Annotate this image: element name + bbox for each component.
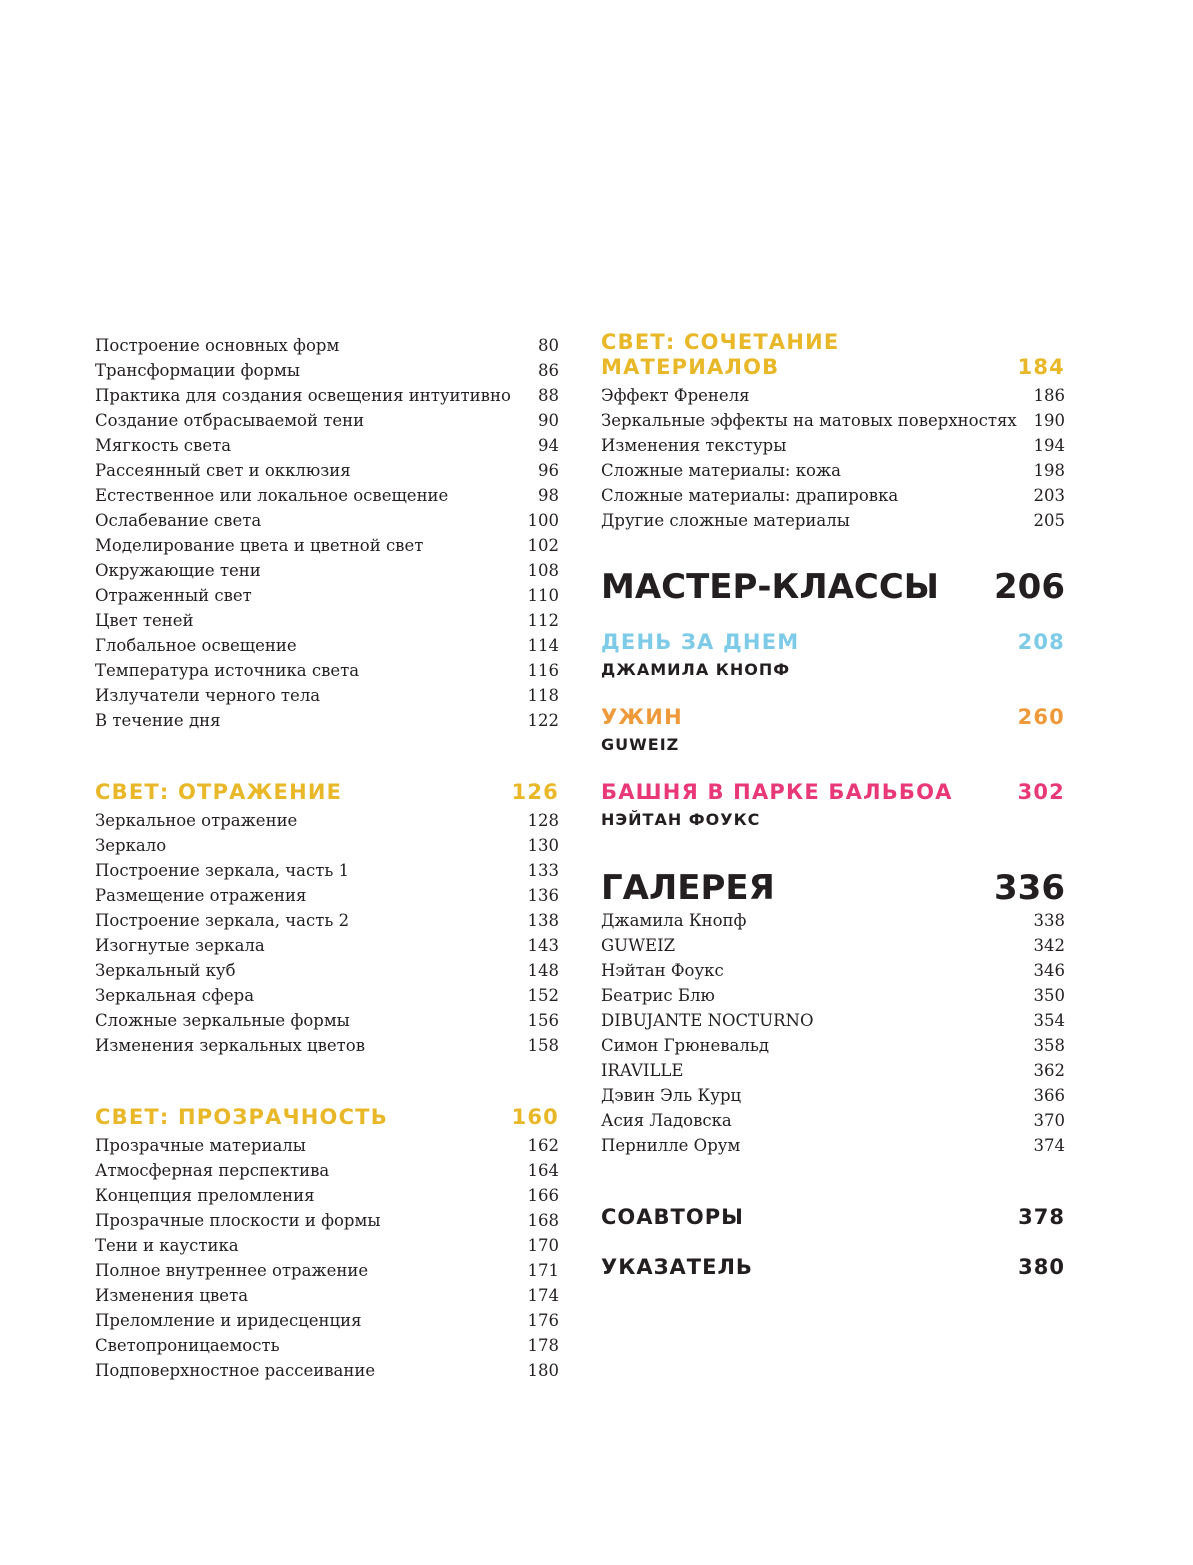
gallery-heading <box>601 868 1065 908</box>
toc-entry-title: Джамила Кнопф <box>601 911 747 930</box>
toc-entry <box>95 658 559 683</box>
toc-entry-page: 366 <box>1033 1086 1065 1105</box>
section-reflection-heading <box>95 780 559 805</box>
toc-entry-page: 162 <box>527 1136 559 1155</box>
toc-entry <box>95 1033 559 1058</box>
toc-entry-title: Эффект Френеля <box>601 386 750 405</box>
toc-entry <box>601 1033 1065 1058</box>
toc-entry <box>95 1133 559 1158</box>
toc-entry-page: 194 <box>1033 436 1065 455</box>
toc-entry-title: Излучатели черного тела <box>95 686 321 705</box>
part-page: 206 <box>994 567 1065 607</box>
toc-entry-page: 98 <box>538 486 559 505</box>
toc-entry <box>95 983 559 1008</box>
toc-entry-page: 198 <box>1033 461 1065 480</box>
toc-entry-title: Зеркальное отражение <box>95 811 298 830</box>
toc-entry <box>95 1358 559 1383</box>
toc-entry-page: 116 <box>527 661 559 680</box>
toc-entry-title: Сложные материалы: драпировка <box>601 486 899 505</box>
end-page: 380 <box>1018 1255 1065 1279</box>
toc-entry-page: 118 <box>527 686 559 705</box>
toc-entry-title: Моделирование цвета и цветной свет <box>95 536 424 555</box>
toc-entry <box>601 483 1065 508</box>
toc-entry <box>95 683 559 708</box>
toc-entry <box>95 458 559 483</box>
section-page: 184 <box>1017 355 1065 379</box>
toc-entry-title: Зеркало <box>95 836 167 855</box>
toc-entry <box>95 533 559 558</box>
toc-entry-title: Прозрачные материалы <box>95 1136 306 1155</box>
toc-entry <box>601 1058 1065 1083</box>
toc-entry-page: 342 <box>1033 936 1065 955</box>
section-page: 126 <box>511 780 559 804</box>
index-heading <box>601 1255 1065 1280</box>
toc-entry-title: Подповерхностное рассеивание <box>95 1361 376 1380</box>
toc-entry-page: 156 <box>527 1011 559 1030</box>
toc-entry-page: 133 <box>527 861 559 880</box>
toc-entry <box>601 508 1065 533</box>
toc-entry-title: Размещение отражения <box>95 886 307 905</box>
toc-entry-page: 158 <box>527 1036 559 1055</box>
toc-entry-page: 88 <box>538 386 559 405</box>
toc-entry <box>95 1333 559 1358</box>
toc-entry-page: 358 <box>1033 1036 1065 1055</box>
toc-entry-title: Преломление и иридесценция <box>95 1311 362 1330</box>
toc-entry-page: 370 <box>1033 1111 1065 1130</box>
toc-entry-title: В течение дня <box>95 711 221 730</box>
toc-entry <box>95 1208 559 1233</box>
toc-entry-page: 178 <box>527 1336 559 1355</box>
toc-entry-page: 138 <box>527 911 559 930</box>
toc-entry <box>601 458 1065 483</box>
toc-entry-title: Светопроницаемость <box>95 1336 280 1355</box>
toc-entry-title: Создание отбрасываемой тени <box>95 411 365 430</box>
toc-entry <box>601 433 1065 458</box>
toc-entry-page: 180 <box>527 1361 559 1380</box>
toc-entry-page: 362 <box>1033 1061 1065 1080</box>
toc-entry-page: 96 <box>538 461 559 480</box>
toc-entry <box>95 1308 559 1333</box>
toc-entry-title: Сложные материалы: кожа <box>601 461 841 480</box>
toc-entry-page: 203 <box>1033 486 1065 505</box>
toc-entry-page: 338 <box>1033 911 1065 930</box>
masterclass-author: НЭЙТАН ФОУКС <box>601 810 761 829</box>
toc-entry-title: Пернилле Орум <box>601 1136 741 1155</box>
toc-entry-title: Нэйтан Фоукс <box>601 961 724 980</box>
entry-title: УЖИН <box>601 705 683 729</box>
toc-entry-page: 143 <box>527 936 559 955</box>
toc-entry-page: 152 <box>527 986 559 1005</box>
toc-entry-title: Атмосферная перспектива <box>95 1161 330 1180</box>
toc-entry-title: Беатрис Блю <box>601 986 715 1005</box>
contributors-heading <box>601 1205 1065 1230</box>
toc-entry-page: 346 <box>1033 961 1065 980</box>
toc-entry-page: 114 <box>527 636 559 655</box>
toc-entry-title: Прозрачные плоскости и формы <box>95 1211 381 1230</box>
toc-entry <box>95 433 559 458</box>
part-page: 336 <box>994 868 1065 908</box>
toc-entry-title: Изогнутые зеркала <box>95 936 265 955</box>
toc-entry <box>95 933 559 958</box>
toc-entry-page: 102 <box>527 536 559 555</box>
toc-entry-title: Полное внутреннее отражение <box>95 1261 369 1280</box>
part-title: МАСТЕР-КЛАССЫ <box>601 567 940 607</box>
toc-entry-page: 136 <box>527 886 559 905</box>
toc-entry-title: Цвет теней <box>95 611 194 630</box>
masterclass-entry-heading <box>601 780 1065 805</box>
toc-entry-title: Глобальное освещение <box>95 636 297 655</box>
toc-entry-title: Изменения зеркальных цветов <box>95 1036 366 1055</box>
toc-entry-page: 112 <box>527 611 559 630</box>
toc-entry-title: Другие сложные материалы <box>601 511 850 530</box>
toc-entry <box>601 1008 1065 1033</box>
section-title: СВЕТ: СОЧЕТАНИЕ <box>601 330 840 354</box>
entry-page: 260 <box>1017 705 1065 729</box>
masterclass-entry-heading <box>601 630 1065 655</box>
toc-entry-title: Отраженный свет <box>95 586 252 605</box>
toc-entry-page: 122 <box>527 711 559 730</box>
toc-entry <box>95 1158 559 1183</box>
toc-entry <box>601 408 1065 433</box>
toc-entry-page: 186 <box>1033 386 1065 405</box>
toc-entry-title: Практика для создания освещения интуитивно <box>95 386 511 405</box>
toc-entry <box>95 558 559 583</box>
toc-entry <box>95 883 559 908</box>
toc-entry-page: 128 <box>527 811 559 830</box>
part-title: ГАЛЕРЕЯ <box>601 868 775 908</box>
toc-entry <box>95 833 559 858</box>
toc-entry-title: IRAVILLE <box>601 1061 684 1080</box>
toc-entry <box>601 383 1065 408</box>
toc-entry-title: Зеркальная сфера <box>95 986 255 1005</box>
entry-title: ДЕНЬ ЗА ДНЕМ <box>601 630 800 654</box>
toc-entry-page: 86 <box>538 361 559 380</box>
toc-entry <box>601 908 1065 933</box>
toc-entry-title: Изменения текстуры <box>601 436 787 455</box>
section-title: МАТЕРИАЛОВ <box>601 355 780 379</box>
toc-entry-title: GUWEIZ <box>601 936 676 955</box>
toc-entry-page: 108 <box>527 561 559 580</box>
toc-entry-page: 205 <box>1033 511 1065 530</box>
toc-entry-title: Тени и каустика <box>95 1236 239 1255</box>
toc-entry-page: 374 <box>1033 1136 1065 1155</box>
toc-entry-title: Температура источника света <box>95 661 360 680</box>
section-transparency-heading <box>95 1105 559 1130</box>
toc-entry-title: Зеркальные эффекты на матовых поверхностях <box>601 411 1017 430</box>
toc-entry <box>601 1133 1065 1158</box>
toc-entry <box>601 1083 1065 1108</box>
masterclass-author: ДЖАМИЛА КНОПФ <box>601 660 791 679</box>
toc-entry-title: Симон Грюневальд <box>601 1036 769 1055</box>
toc-entry-page: 168 <box>527 1211 559 1230</box>
toc-entry-title: DIBUJANTE NOCTURNO <box>601 1011 814 1030</box>
toc-entry <box>95 358 559 383</box>
toc-entry-title: Трансформации формы <box>95 361 300 380</box>
toc-entry <box>95 1283 559 1308</box>
toc-entry-page: 190 <box>1033 411 1065 430</box>
toc-entry <box>95 1258 559 1283</box>
section-title: СВЕТ: ПРОЗРАЧНОСТЬ <box>95 1105 388 1129</box>
toc-entry <box>95 508 559 533</box>
toc-entry-title: Ослабевание света <box>95 511 262 530</box>
toc-entry-page: 171 <box>527 1261 559 1280</box>
toc-entry-title: Концепция преломления <box>95 1186 315 1205</box>
section-page: 160 <box>511 1105 559 1129</box>
toc-entry <box>95 708 559 733</box>
toc-entry <box>95 1233 559 1258</box>
entry-page: 208 <box>1017 630 1065 654</box>
toc-entry-title: Асия Ладовска <box>601 1111 732 1130</box>
toc-entry-page: 170 <box>527 1236 559 1255</box>
toc-entry-title: Окружающие тени <box>95 561 261 580</box>
toc-entry-page: 130 <box>527 836 559 855</box>
masterclass-author: GUWEIZ <box>601 735 680 754</box>
toc-entry-page: 164 <box>527 1161 559 1180</box>
end-page: 378 <box>1018 1205 1065 1229</box>
toc-entry-page: 166 <box>527 1186 559 1205</box>
toc-entry-page: 100 <box>527 511 559 530</box>
toc-entry-page: 176 <box>527 1311 559 1330</box>
toc-entry-title: Построение зеркала, часть 2 <box>95 911 350 930</box>
toc-entry <box>95 858 559 883</box>
toc-entry-page: 350 <box>1033 986 1065 1005</box>
toc-entry <box>601 958 1065 983</box>
entry-page: 302 <box>1017 780 1065 804</box>
toc-entry <box>95 608 559 633</box>
toc-entry-page: 148 <box>527 961 559 980</box>
toc-entry <box>95 583 559 608</box>
toc-entry <box>95 908 559 933</box>
toc-entry <box>95 483 559 508</box>
toc-entry <box>601 933 1065 958</box>
toc-entry <box>95 383 559 408</box>
toc-entry <box>601 1108 1065 1133</box>
toc-entry-title: Естественное или локальное освещение <box>95 486 449 505</box>
section-title: СВЕТ: ОТРАЖЕНИЕ <box>95 780 343 804</box>
masterclass-entry-heading <box>601 705 1065 730</box>
toc-entry-title: Мягкость света <box>95 436 232 455</box>
entry-title: БАШНЯ В ПАРКЕ БАЛЬБОА <box>601 780 953 804</box>
toc-entry-page: 80 <box>538 336 559 355</box>
toc-entry-page: 174 <box>527 1286 559 1305</box>
section-materials-heading-line1 <box>601 330 1065 355</box>
toc-entry <box>95 1008 559 1033</box>
masterclasses-heading <box>601 567 1065 607</box>
toc-entry <box>95 958 559 983</box>
end-title: СОАВТОРЫ <box>601 1205 744 1229</box>
end-title: УКАЗАТЕЛЬ <box>601 1255 753 1279</box>
toc-entry <box>601 983 1065 1008</box>
toc-entry-title: Построение зеркала, часть 1 <box>95 861 350 880</box>
toc-entry-page: 90 <box>538 411 559 430</box>
toc-entry <box>95 408 559 433</box>
toc-entry-title: Дэвин Эль Курц <box>601 1086 742 1105</box>
toc-entry-page: 94 <box>538 436 559 455</box>
toc-entry <box>95 808 559 833</box>
toc-entry-title: Построение основных форм <box>95 336 340 355</box>
toc-entry-title: Изменения цвета <box>95 1286 249 1305</box>
toc-entry <box>95 333 559 358</box>
toc-entry <box>95 1183 559 1208</box>
toc-entry-page: 110 <box>527 586 559 605</box>
toc-entry-title: Рассеянный свет и окклюзия <box>95 461 351 480</box>
toc-entry-page: 354 <box>1033 1011 1065 1030</box>
toc-entry-title: Сложные зеркальные формы <box>95 1011 350 1030</box>
section-materials-heading-line2 <box>601 355 1065 380</box>
toc-entry <box>95 633 559 658</box>
toc-entry-title: Зеркальный куб <box>95 961 236 980</box>
